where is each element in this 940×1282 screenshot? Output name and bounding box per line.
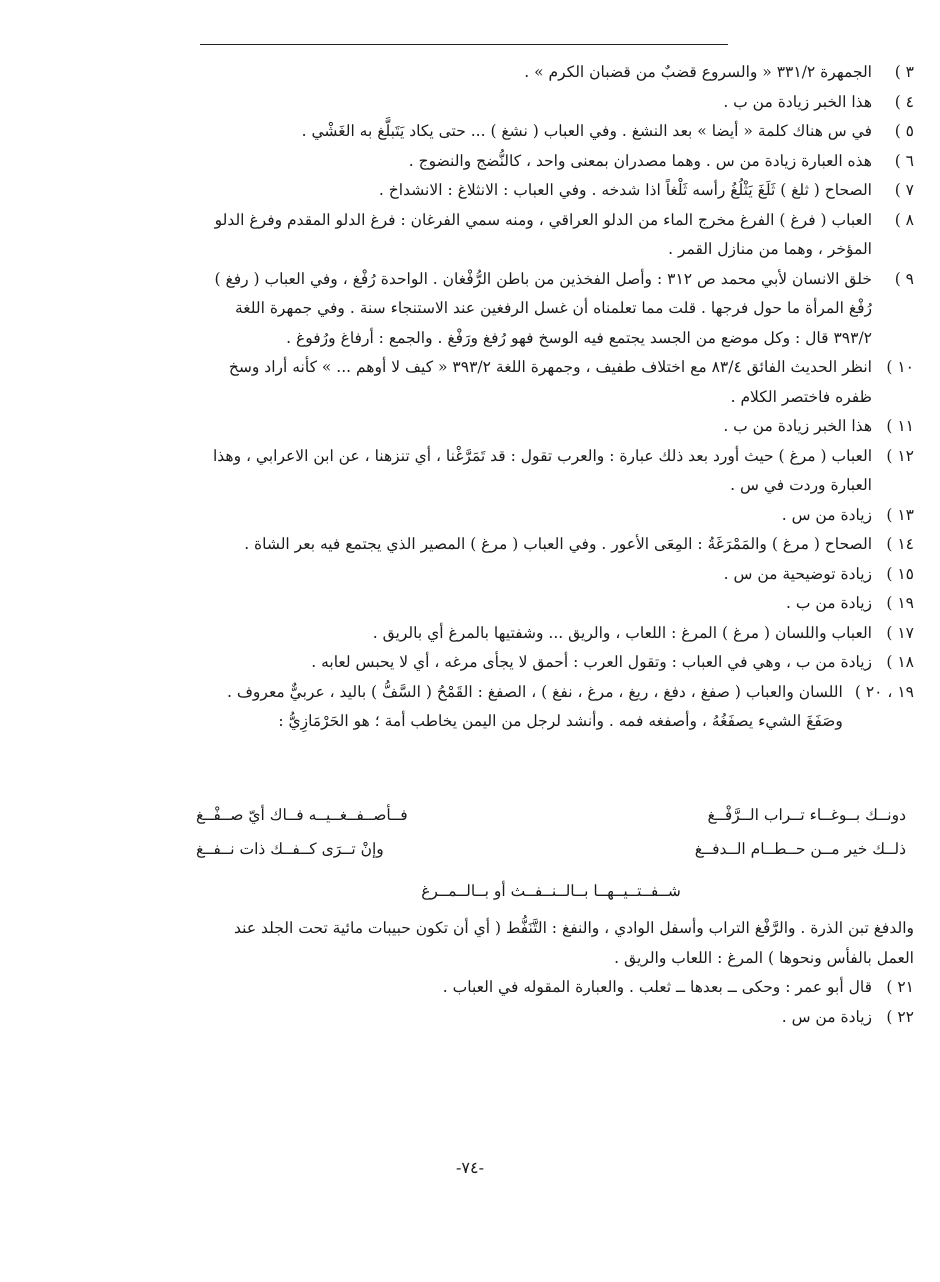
- footnote-6: [196, 147, 914, 177]
- footnote-17: [196, 619, 914, 649]
- footnote-text: الجمهرة ٣٣١/٢ « والسروع قضبٌ من قضبان الكرم » .: [524, 63, 872, 81]
- poem-verse-1: [196, 806, 906, 836]
- footnote-text: هذه العبارة زيادة من س . وهما مصدران بمعنى واحد ، كالنُّضج والنضوج .: [408, 151, 872, 170]
- footnote-text: اللسان والعباب ( صفغ ، دفغ ، ريغ ، مرغ ، نفغ ) ، الصفغ : القَمْحُ ( السَّفُّ ) باليد ، عربيٌّ معروف . وصَفَغَ الشيء يصفَغُهُ ، وأصفغه فمه . وأنشد لرجل من اليمن يخاطب أمة ؛ هو الحَرْمَازِيُّ :: [227, 682, 843, 730]
- footnotes-block: [196, 58, 914, 737]
- footnote-3: [196, 58, 914, 88]
- footnote-text: العباب ( فرغ ) الفرغ مخرج الماء من الدلو العراقي ، ومنه سمي الفرغان : فرغ الدلو المقدم وفرغ الدلو المؤخر ، وهما من منازل القمر .: [214, 210, 872, 258]
- footnote-text: زيادة من س .: [781, 505, 872, 524]
- footnote-number: ١٤ ): [886, 535, 914, 553]
- footnote-11: [196, 412, 914, 442]
- footnote-10: [196, 353, 914, 412]
- poem-hemistich-center: شــفــتــيــهــا بــالــنــفــث أو بــالــمــرغ: [421, 882, 681, 900]
- footnote-15: [196, 560, 914, 590]
- poem-explanation-text: والدفغ تبن الذرة . والرَّفْغ التراب وأسفل الوادي ، والنفغ : التَّنَفُّط ( أي أن تكون حبيبات مائية تحت الجلد عند العمل بالفأس ونحوها ) المرغ : اللعاب والريق .: [234, 919, 914, 967]
- footnote-9: [196, 265, 914, 354]
- poem-hemistich-left: فــأصــفــغــيــه فــاك أيّ صــفْــغ: [196, 806, 408, 824]
- footnote-19-20: [196, 678, 914, 737]
- footnote-13: [196, 501, 914, 531]
- footnote-8: [196, 206, 914, 265]
- footnote-7: [196, 176, 914, 206]
- footnote-text: الصحاح ( ثلغ ) ثَلَغَ يَثْلُغُ رأسه ثَلْغاً اذا شدخه . وفي العباب : الانثلاغ : الانشداخ .: [378, 181, 872, 199]
- footnote-number: ١٢ ): [886, 446, 914, 465]
- footnote-text: زيادة توضيحية من س .: [723, 564, 872, 583]
- poem-hemistich-right: دونــك بــوغــاء تــراب الــرَّفْــغ: [707, 806, 906, 824]
- footnote-number: ١٣ ): [886, 505, 914, 524]
- footnote-text: في س هناك كلمة « أيضا » بعد النشغ . وفي العباب ( نشغ ) ... حتى يكاد يَتَبلَّغ به الغَشْي .: [301, 122, 872, 140]
- footnote-number: ١٧ ): [886, 623, 914, 642]
- footnote-18: [196, 648, 914, 678]
- page-number: -٧٤-: [456, 1158, 484, 1177]
- footnote-number: ٦ ): [894, 151, 914, 170]
- footnote-number: ٣ ): [894, 63, 914, 81]
- footnote-number: ١٠ ): [886, 358, 914, 376]
- footnote-21: [196, 973, 914, 1003]
- footnote-number: ١٥ ): [886, 564, 914, 583]
- poem-verse-2: [196, 840, 906, 870]
- footnote-number: ٨ ): [894, 210, 914, 229]
- footnote-text: العباب واللسان ( مرغ ) المرغ : اللعاب ، والريق ... وشفتيها بالمرغ أي بالريق .: [372, 623, 872, 642]
- footnote-text: زيادة من ب ، وهي في العباب : وتقول العرب : أحمق لا يجأى مرغه ، أي لا يحبس لعابه .: [311, 653, 872, 671]
- footnote-text: خلق الانسان لأبي محمد ص ٣١٢ : وأصل الفخذين من باطن الرُّفْغان . الواحدة رُفْغ ، وفي العباب ( رفغ ) رُفْغ المرأة ما حول فرجها . قلت مما تعلمناه أن غسل الرفغين عند الاستنجاء سنة . وفي جمهرة اللغة ٣٩٣/٢ قال : وكل موضع من الجسد يجتمع فيه الوسخ فهو رُفغ ورَفْغ . والجمع : أرفاغ ورُفوغ .: [214, 269, 872, 347]
- footnote-text: هذا الخبر زيادة من ب .: [723, 92, 872, 111]
- footnote-12: [196, 442, 914, 501]
- footnote-number: ١٩ ): [886, 594, 914, 612]
- footnote-22: [196, 1003, 914, 1033]
- poem-hemistich-left: وإنْ تــرَى كــفــك ذات نــفــغ: [196, 840, 384, 858]
- footnote-number: ٤ ): [894, 92, 914, 111]
- poem-hemistich-right: ذلــك خير مــن حــطــام الــدفــغ: [694, 840, 906, 858]
- footnote-number: ٥ ): [894, 122, 914, 140]
- footnote-text: زيادة من ب .: [786, 594, 872, 612]
- footnote-16: [196, 589, 914, 619]
- footnote-text: هذا الخبر زيادة من ب .: [723, 417, 872, 435]
- footnote-14: [196, 530, 914, 560]
- footnote-number: ٧ ): [894, 181, 914, 199]
- footnote-4: [196, 88, 914, 118]
- top-rule: [200, 44, 728, 45]
- footnote-number: ٢٢ ): [886, 1007, 914, 1026]
- footnote-text: قال أبو عمر : وحكى ــ بعدها ــ ثعلب . والعبارة المقوله في العباب .: [442, 978, 872, 996]
- footnote-text: انظر الحديث الفائق ٨٣/٤ مع اختلاف طفيف ، وجمهرة اللغة ٣٩٣/٢ « كيف لا أوهم ... » كأنه أراد وسخ ظفره فاختصر الكلام .: [228, 358, 872, 406]
- footnote-number: ١٩ ، ٢٠ ): [854, 682, 914, 701]
- footnote-number: ٢١ ): [886, 978, 914, 996]
- poem-explanation: [196, 914, 914, 1032]
- footnote-text: العباب ( مرغ ) حيث أورد بعد ذلك عبارة : والعرب تقول : قد تَمَرَّغْنا ، أي تنزهنا ، عن ابن الاعرابي ، وهذا العبارة وردت في س .: [212, 446, 872, 494]
- footnote-text: الصحاح ( مرغ ) والمَمْرَغَةُ : المِعَى الأعور . وفي العباب ( مرغ ) المصير الذي يجتمع فيه بعر الشاة .: [244, 535, 872, 553]
- footnote-number: ٩ ): [894, 269, 914, 288]
- poem-verse-3: [196, 882, 906, 912]
- footnote-number: ١٨ ): [886, 653, 914, 671]
- footnote-text: زيادة من س .: [781, 1007, 872, 1026]
- footnote-number: ١١ ): [886, 417, 914, 435]
- footnote-5: [196, 117, 914, 147]
